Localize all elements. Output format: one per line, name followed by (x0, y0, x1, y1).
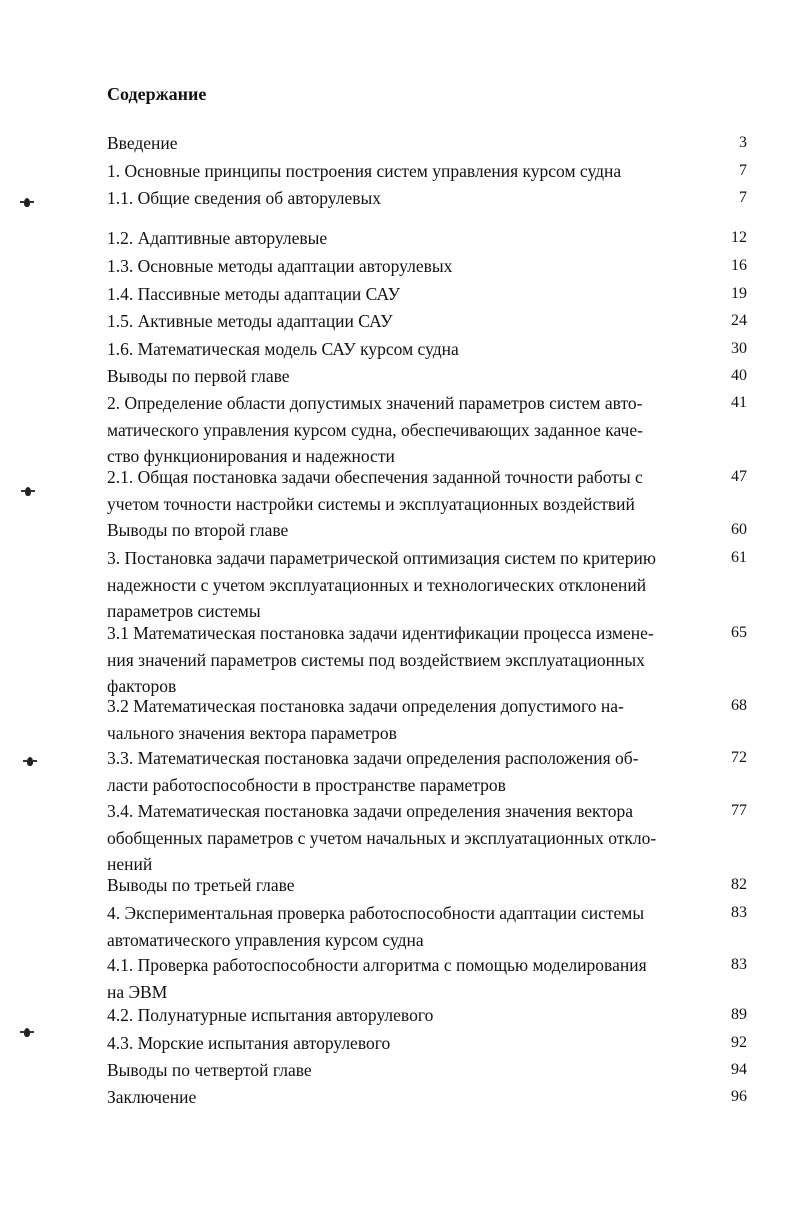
toc-entry-line: Выводы по второй главе (107, 520, 289, 540)
toc-entry-title (107, 900, 707, 953)
toc-entry-line: матического управления курсом судна, обеспечивающих заданное каче- (107, 419, 643, 440)
toc-page-number: 47 (731, 468, 747, 485)
toc-entry-line: Выводы по первой главе (107, 366, 290, 386)
toc-page-number: 7 (739, 189, 747, 206)
toc-page-number: 82 (731, 876, 747, 893)
toc-entry-title (107, 281, 707, 308)
toc-page-number: 41 (731, 394, 747, 411)
toc-page-number: 68 (731, 697, 747, 714)
toc-entry-line: 1. Основные принципы построения систем управления курсом судна (107, 161, 622, 181)
toc-entry-title (107, 225, 707, 252)
toc-entry-line: 2. Определение области допустимых значений параметров систем авто- (107, 393, 643, 413)
toc-entry-line: 1.5. Активные методы адаптации САУ (107, 311, 393, 331)
toc-entry-title (107, 336, 707, 363)
toc-entry-line: ласти работоспособности в пространстве параметров (107, 774, 506, 795)
toc-page-number: 40 (731, 367, 747, 384)
toc-page-number: 77 (731, 802, 747, 819)
toc-entry-line: факторов (107, 676, 177, 696)
toc-page-number: 19 (731, 285, 747, 302)
toc-page-number: 92 (731, 1034, 747, 1051)
toc-page-number: 12 (731, 229, 747, 246)
toc-page-number: 7 (739, 162, 747, 179)
toc-entry-line: обобщенных параметров с учетом начальных и эксплуатационных откло- (107, 827, 657, 848)
toc-entry-line: параметров системы (107, 601, 261, 621)
toc-entry-line: Введение (107, 133, 178, 153)
toc-entry-line: надежности с учетом эксплуатационных и технологических отклонений (107, 574, 647, 595)
toc-entry-line: 3.1 Математическая постановка задачи идентификации процесса измене- (107, 623, 654, 643)
toc-page-number: 83 (731, 956, 747, 973)
toc-entry-title (107, 308, 707, 335)
toc-entry-line: учетом точности настройки системы и эксплуатационных воздействий (107, 493, 635, 514)
scan-mark-4 (24, 1028, 30, 1037)
scan-mark-2 (25, 487, 31, 496)
toc-entry-line: ния значений параметров системы под воздействием эксплуатационных (107, 649, 645, 670)
toc-entry-title (107, 620, 707, 700)
toc-entry-line: чального значения вектора параметров (107, 722, 397, 743)
toc-entry-title (107, 464, 707, 517)
toc-entry-line: 3.4. Математическая постановка задачи определения значения вектора (107, 801, 633, 821)
toc-entry-title (107, 363, 707, 390)
toc-entry-line: 3.3. Математическая постановка задачи определения расположения об- (107, 748, 639, 768)
toc-entry-line: 3. Постановка задачи параметрической оптимизация систем по критерию (107, 548, 656, 568)
toc-page-number: 24 (731, 312, 747, 329)
toc-entry-title (107, 185, 707, 212)
toc-entry-title (107, 745, 707, 798)
toc-entry-line: ство функционирования и надежности (107, 446, 395, 466)
toc-entry-line: на ЭВМ (107, 981, 168, 1002)
toc-entry-title (107, 390, 707, 470)
toc-entry-line: 4. Экспериментальная проверка работоспособности адаптации системы (107, 903, 645, 923)
toc-entry-title (107, 158, 707, 185)
toc-page-number: 65 (731, 624, 747, 641)
toc-entry-line: 1.6. Математическая модель САУ курсом судна (107, 339, 459, 359)
toc-entry-title (107, 253, 707, 280)
toc-page-number: 60 (731, 521, 747, 538)
toc-entry-line: 1.3. Основные методы адаптации авторулевых (107, 256, 453, 276)
toc-page-number: 16 (731, 257, 747, 274)
toc-entry-line: 3.2 Математическая постановка задачи определения допустимого на- (107, 696, 624, 716)
toc-entry-title (107, 545, 707, 625)
toc-entry-line: 1.1. Общие сведения об авторулевых (107, 188, 382, 208)
toc-page-number: 30 (731, 340, 747, 357)
toc-page-number: 89 (731, 1006, 747, 1023)
toc-entry-title (107, 1057, 707, 1084)
toc-entry-title (107, 798, 707, 878)
toc-entry-line: Выводы по третьей главе (107, 875, 295, 895)
toc-entry-line: нений (107, 854, 153, 874)
page-title: Содержание (107, 84, 207, 104)
toc-entry-line: автоматического управления курсом судна (107, 929, 424, 950)
toc-entry-title (107, 130, 707, 157)
toc-entry-line: 4.2. Полунатурные испытания авторулевого (107, 1005, 434, 1025)
toc-entry-title (107, 1084, 707, 1111)
toc-page-number: 83 (731, 904, 747, 921)
toc-entry-title (107, 1002, 707, 1029)
toc-entry-line: 4.3. Морские испытания авторулевого (107, 1033, 391, 1053)
scan-mark-1 (24, 198, 30, 207)
toc-entry-line: 2.1. Общая постановка задачи обеспечения заданной точности работы с (107, 467, 643, 487)
toc-page-number: 94 (731, 1061, 747, 1078)
toc-entry-line: Заключение (107, 1087, 197, 1107)
toc-entry-title (107, 952, 707, 1005)
toc-entry-title (107, 693, 707, 746)
toc-page-number: 3 (739, 134, 747, 151)
toc-page-number: 72 (731, 749, 747, 766)
toc-entry-line: 4.1. Проверка работоспособности алгоритма с помощью моделирования (107, 955, 647, 975)
toc-entry-line: Выводы по четвертой главе (107, 1060, 312, 1080)
toc-entry-title (107, 1030, 707, 1057)
toc-page-number: 96 (731, 1088, 747, 1105)
toc-entry-line: 1.2. Адаптивные авторулевые (107, 228, 328, 248)
toc-entry-title (107, 872, 707, 899)
toc-page-number: 61 (731, 549, 747, 566)
scan-mark-3 (27, 757, 33, 766)
toc-entry-line: 1.4. Пассивные методы адаптации САУ (107, 284, 400, 304)
toc-entry-title (107, 517, 707, 544)
